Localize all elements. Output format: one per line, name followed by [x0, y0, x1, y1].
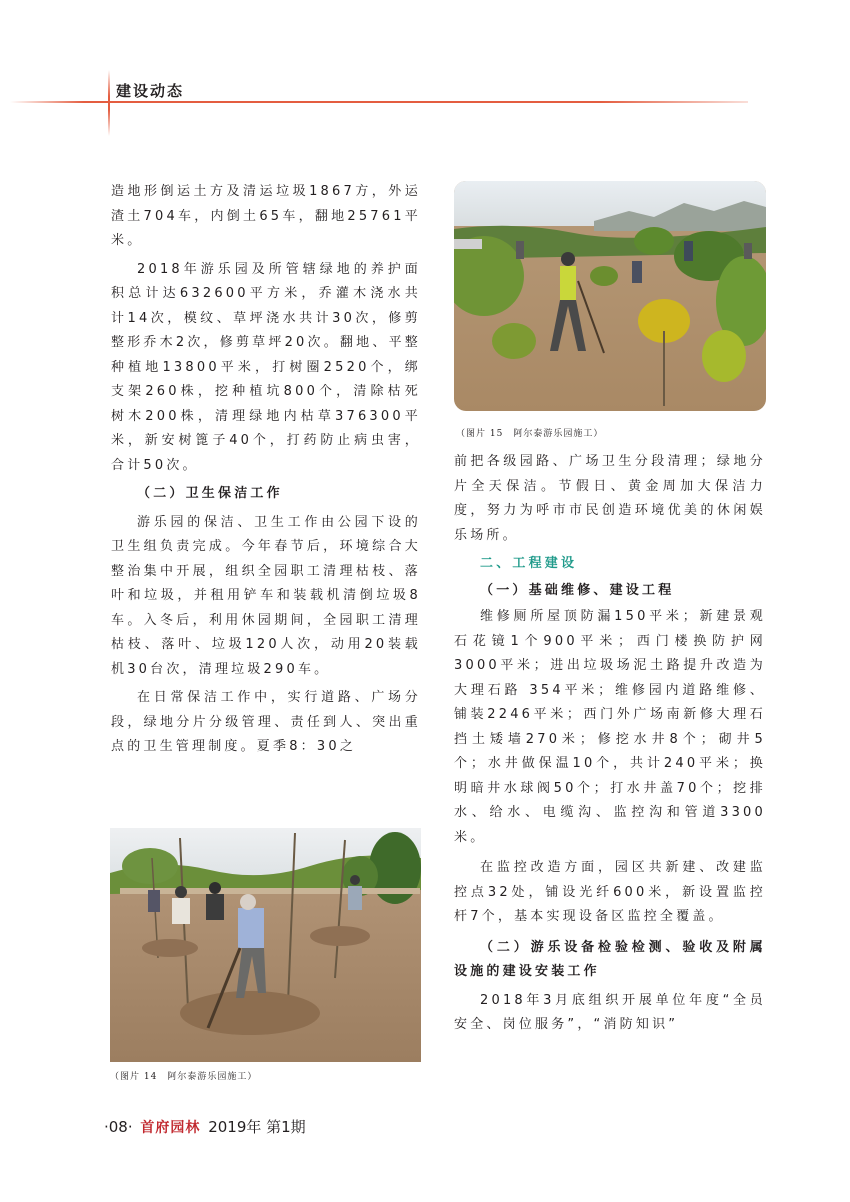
- photo-15-construction: [454, 181, 766, 411]
- paragraph-holiday-cleaning: 前把各级园路、广场卫生分段清理；绿地分片全天保洁。节假日、黄金周加大保洁力度，努力为呼市市民创造环境优美的休闲娱乐场所。: [454, 454, 766, 543]
- paragraph-monitoring: 在监控改造方面，园区共新建、改建监控点32处，铺设光纤600米，新设置监控杆7个，基本实现设备区监控全覆盖。: [454, 860, 766, 924]
- section-title: 建设动态: [116, 82, 185, 100]
- page-footer: [104, 1116, 306, 1137]
- heading-equipment-inspection: （二）游乐设备检验检测、验收及附属设施的建设安装工作: [454, 939, 766, 979]
- paragraph-maintenance-2018: 2018年游乐园及所管辖绿地的养护面积总计达632600平方米，乔灌木浇水共计14次，模纹、草坪浇水共计30次，修剪整形乔木2次，修剪草坪20次。翻地、平整种植地13800平米，打树圈2520个，绑支架260株，挖种植坑800个，清除枯死树木200株，清理绿地内枯草376300平米，新安树篦子40个，打药防止病虫害，合计50次。: [111, 261, 421, 473]
- heading-sanitation: （二）卫生保洁工作: [137, 486, 283, 501]
- page-number: ·08·: [104, 1118, 133, 1136]
- header-accent-line: [10, 101, 748, 103]
- issue-info: 2019年 第1期: [208, 1118, 306, 1136]
- heading-engineering: 二、工程建设: [480, 556, 578, 571]
- paragraph-safety-training: 2018年3月底组织开展单位年度“全员安全、岗位服务”，“消防知识”: [454, 992, 766, 1032]
- magazine-name: 首府园林: [140, 1120, 201, 1136]
- heading-maintenance-construction: （一）基础维修、建设工程: [480, 582, 675, 598]
- paragraph-daily-cleaning: 在日常保洁工作中，实行道路、广场分段，绿地分片分级管理、责任到人、突出重点的卫生管理制度。夏季8：30之: [111, 690, 421, 754]
- photo-15-image: [454, 181, 766, 411]
- photo-15-caption: （图片 15 阿尔泰游乐园施工）: [456, 429, 604, 439]
- photo-14-construction: [110, 828, 421, 1062]
- paragraph-earthwork: 造地形倒运土方及清运垃圾1867方，外运渣土704车，内倒土65车，翻地25761平米。: [111, 184, 421, 248]
- photo-14-caption: （图片 14 阿尔泰游乐园施工）: [110, 1072, 258, 1082]
- photo-14-image: [110, 828, 421, 1062]
- left-column: [111, 180, 421, 760]
- right-column: [454, 450, 766, 1038]
- paragraph-maintenance-items: 维修厕所屋顶防漏150平米；新建景观石花镜1个900平米；西门楼换防护网 3000平米；进出垃圾场泥土路提升改造为大理石路 354平米；维修园内道路维修、铺装2246平米；西门外广场南新修大理石挡土矮墙270米；修挖水井8个；砌井5个；水井做保温10个，共计240平米；换明暗井水球阀50个；打水井盖70个；挖排水、给水、电缆沟、监控沟和管道3300米。: [454, 609, 766, 845]
- paragraph-sanitation: 游乐园的保洁、卫生工作由公园下设的卫生组负责完成。今年春节后，环境综合大整治集中开展，组织全园职工清理枯枝、落叶和垃圾，并租用铲车和装载机清倒垃圾8车。入冬后，利用休园期间，全园职工清理枯枝、落叶、垃圾120人次，动用20装载机30台次，清理垃圾290车。: [111, 514, 421, 677]
- header-accent-vertical-line: [108, 70, 110, 136]
